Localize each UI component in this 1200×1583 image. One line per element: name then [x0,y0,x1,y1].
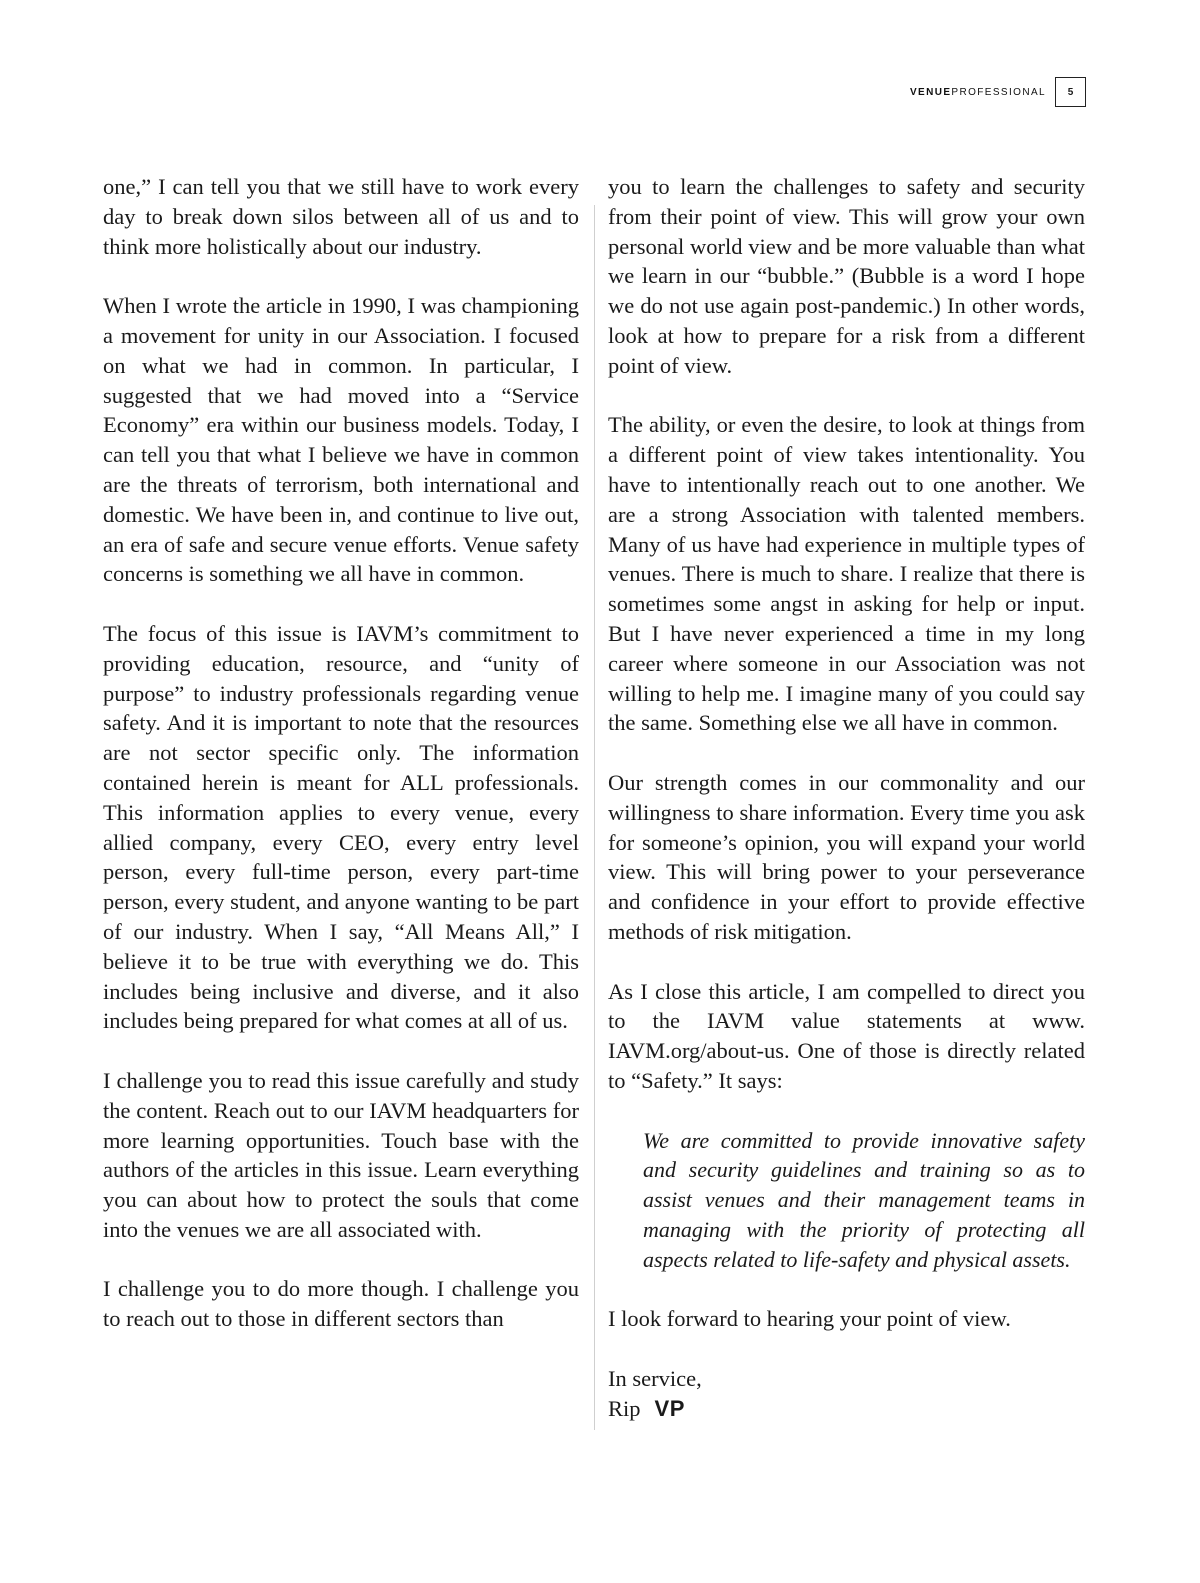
paragraph: you to learn the challenges to safety and security from their point of view. This will grow your own personal world view and be more valuable than what we learn in our “bubble.” (Bubble is a word I hope we do not use again post-pandemic.) In other words, look at how to prepare for a risk from a different point of view. [608,174,1085,378]
paragraph: I challenge you to do more though. I challenge you to reach out to those in different sectors than [103,1276,579,1332]
paragraph: I look forward to hearing your point of view. [608,1306,1011,1332]
right-column [608,172,1085,1423]
signature: Rip [608,1395,641,1421]
value-statement-quote: We are committed to provide innovative safety and security guidelines and training so as to assist venues and their management teams in managing with the priority of protecting all aspects related to life-safety and physical assets. [643,1127,1085,1272]
brand-light: PROFESSIONAL [951,86,1046,98]
page-header [910,76,1086,108]
end-mark: VP [654,1395,685,1421]
magazine-brand [910,87,1046,98]
paragraph: The ability, or even the desire, to look at things from a different point of view takes intentionality. You have to intentionally reach out to one another. We are a strong Association with talented members. Many of us have had experience in multiple types of venues. There is much to share. I realize that there is sometimes some angst in asking for help or input. But I have never experienced a time in my long career where someone in our Association was not willing to help me. I imagine many of you could say the same. Something else we all have in common. [608,412,1085,736]
left-column [103,172,579,1334]
paragraph: one,” I can tell you that we still have to work every day to break down silos between all of us and to think more holistically about our industry. [103,174,579,259]
column-divider [594,205,595,1430]
page-number: 5 [1055,77,1086,107]
paragraph: The focus of this issue is IAVM’s commitment to providing education, resource, and “unity of purpose” to industry professionals regarding venue safety. And it is important to note that the resources are not sector specific only. The information contained herein is meant for ALL professionals. This information applies to every venue, every allied company, every CEO, every entry level person, every full-time person, every part-time person, every student, and anyone wanting to be part of our industry. When I say, “All Means All,” I believe it to be true with everything we do. This includes being inclusive and diverse, and it also includes being prepared for what comes at all of us. [103,620,579,1034]
paragraph: As I close this article, I am compelled to direct you to the IAVM value statements at www.​IAVM.org/about-us. One of those is directly related to “Safety.” It says: [608,978,1085,1093]
paragraph: Our strength comes in our commonality and our willingness to share information. Every time you ask for someone’s opinion, you will expand your world view. This will bring power to your perseverance and confidence in your effort to provide effective methods of risk mitigation. [608,769,1085,944]
paragraph: When I wrote the article in 1990, I was championing a movement for unity in our Association. I focused on what we had in common. In particular, I suggested that we had moved into a “Service Economy” era within our business models. Today, I can tell you that what I believe we have in common are the threats of terrorism, both international and domestic. We have been in, and continue to live out, an era of safe and secure venue efforts. Venue safety concerns is something we all have in common. [103,293,579,587]
brand-bold: VENUE [909,86,952,98]
closing: In service, [608,1365,702,1391]
signature-line [608,1394,1085,1424]
paragraph: I challenge you to read this issue carefully and study the content. Reach out to our IAVM headquarters for more learning opportunities. Touch base with the authors of the articles in this issue. Learn everything you can about how to protect the souls that come into the venues we are all associated with. [103,1067,579,1242]
